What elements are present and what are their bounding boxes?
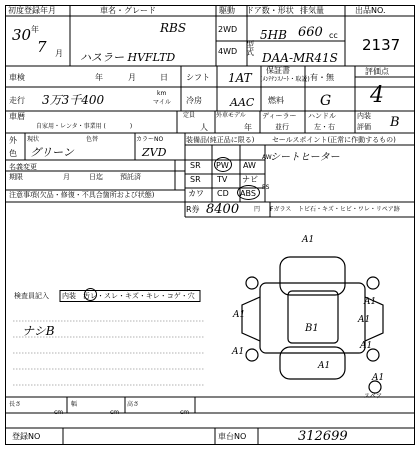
roof-outline bbox=[288, 291, 338, 343]
warranty-sub: (ﾒﾝﾃﾅﾝｽﾉｰﾄ・取説) bbox=[260, 76, 310, 83]
drive-label: 駆動 bbox=[219, 6, 235, 15]
registration-month: 7 bbox=[37, 38, 47, 56]
ac-label: 冷房 bbox=[186, 96, 202, 105]
equipment-title: 装備品(純正品に限る) bbox=[186, 136, 255, 144]
chassis-no-value: 312699 bbox=[298, 429, 348, 444]
month-unit: 月 bbox=[55, 49, 63, 58]
glass-inspection-items: トビ石・キズ・ヒビ・ワレ・リペア跡 bbox=[298, 206, 400, 213]
recycle-label: R券 bbox=[186, 205, 200, 214]
history-options: 自家用・レンタ・事業用 ( ) bbox=[36, 123, 133, 130]
history-label: 車暦 bbox=[9, 112, 25, 121]
fuel-label: 燃料 bbox=[268, 96, 284, 105]
spare-label: スペア bbox=[364, 393, 383, 400]
mileage-label: 走行 bbox=[9, 96, 25, 105]
yen-unit: 円 bbox=[254, 206, 261, 213]
inspector-options: 汚レ・スレ・キズ・キレ・コゲ・穴 bbox=[83, 292, 195, 300]
color-no-label: カラーNO bbox=[136, 136, 164, 143]
damage-mark-front: A1 bbox=[302, 235, 315, 245]
first-registration-label: 初度登録年月 bbox=[8, 6, 56, 15]
km-label: km bbox=[157, 90, 167, 97]
score-label: 評価点 bbox=[365, 67, 389, 76]
damage-mark-left-front: A1 bbox=[233, 310, 246, 320]
outer-color-label: 外 bbox=[9, 136, 17, 145]
shaken-day-unit: 日 bbox=[160, 73, 168, 82]
interior-sub: 評価 bbox=[357, 123, 371, 131]
drive-2wd: 2WD bbox=[218, 25, 238, 34]
current-color-label: 現状 bbox=[27, 136, 40, 143]
height-label: 高さ bbox=[127, 401, 140, 408]
damage-mark-rear: A1 bbox=[318, 361, 331, 371]
equip-ps: PS bbox=[262, 184, 270, 191]
length-label: 長さ bbox=[9, 401, 22, 408]
equip-tv: TV bbox=[217, 175, 228, 184]
front-left-wheel bbox=[246, 277, 258, 289]
equip-aw: AW bbox=[243, 161, 256, 170]
ext-model-label: 外車モデル bbox=[216, 112, 246, 119]
fuel-value: G bbox=[320, 93, 332, 109]
reg-no-label: 登録NO bbox=[12, 432, 41, 441]
shift-value: 1AT bbox=[228, 71, 252, 85]
name-grade-label: 車名・グレード bbox=[100, 6, 156, 15]
equip-pw: PW bbox=[216, 161, 229, 170]
interior-value: B bbox=[390, 115, 400, 130]
deposit-label: 預託済 bbox=[120, 173, 141, 181]
shaken-label: 車検 bbox=[9, 73, 25, 82]
equip-abs: ABS bbox=[240, 189, 256, 198]
sales-point-value: シートヒーター bbox=[270, 152, 340, 163]
damage-mark-right-mid: A1 bbox=[358, 315, 371, 325]
color-label: 色 bbox=[9, 149, 17, 158]
equip-cd: CD bbox=[217, 189, 229, 198]
shift-label: シフト bbox=[186, 73, 210, 82]
stain-circle bbox=[84, 288, 97, 301]
equip-sr: SR bbox=[190, 161, 201, 170]
type-value: DAA-MR41S bbox=[262, 51, 338, 65]
door-shape-value: 5HB bbox=[260, 28, 287, 42]
width-unit: cm bbox=[110, 409, 120, 416]
handle-label: ハンドル bbox=[308, 112, 336, 120]
dealer-label: ディーラー bbox=[262, 112, 297, 120]
glass-label: Fガラス bbox=[270, 206, 292, 213]
current-color-value: グリーン bbox=[30, 146, 74, 159]
registration-year: 30 bbox=[12, 26, 32, 44]
shaken-year-unit: 年 bbox=[95, 73, 103, 82]
year-unit: 年 bbox=[31, 25, 39, 34]
score-value: 4 bbox=[370, 83, 384, 108]
cc-unit: cc bbox=[329, 31, 338, 40]
lot-number: 2137 bbox=[362, 36, 401, 54]
inspector-note: ナシB bbox=[22, 324, 55, 338]
name-change-label: 名義変更 bbox=[9, 163, 37, 171]
ac-value: AAC bbox=[230, 96, 255, 109]
mile-label: マイル bbox=[153, 99, 171, 106]
handle-value: 左・右 bbox=[314, 123, 335, 131]
mileage-value: 3万3千400 bbox=[42, 93, 105, 107]
rear-outline bbox=[280, 347, 345, 379]
door-shape-label: ドア数・形状 bbox=[246, 6, 294, 15]
limit-label: 期限 bbox=[9, 173, 23, 181]
inspector-interior-label: 内装 bbox=[62, 292, 76, 300]
color-no-value: ZVD bbox=[142, 146, 167, 159]
grade-value: RBS bbox=[160, 21, 187, 35]
damage-mark-spare: A1 bbox=[372, 373, 385, 383]
front-hood-outline bbox=[280, 257, 345, 295]
sales-point-label: セールスポイント(正常に作動するもの) bbox=[272, 136, 396, 144]
type-label: 型式 bbox=[246, 40, 254, 57]
equip-aw-short: AW bbox=[262, 154, 272, 161]
color-change-label: 色替 bbox=[86, 136, 99, 143]
damage-mark-right-rear: A1 bbox=[360, 341, 373, 351]
height-unit: cm bbox=[180, 409, 190, 416]
capacity-label: 定員 bbox=[183, 112, 196, 119]
equip-leather: カワ bbox=[188, 189, 204, 198]
ext-model-year-unit: 年 bbox=[244, 123, 252, 132]
front-right-wheel bbox=[367, 277, 379, 289]
warranty-value: 有・無 bbox=[310, 73, 334, 82]
dealer-sub: 並行 bbox=[275, 123, 289, 131]
interior-label: 内装 bbox=[357, 112, 371, 120]
length-unit: cm bbox=[54, 409, 64, 416]
damage-mark-roof: B1 bbox=[305, 323, 319, 334]
lot-no-label: 出品NO. bbox=[355, 6, 386, 15]
recycle-value: 8400 bbox=[206, 202, 240, 217]
drive-4wd: 4WD bbox=[218, 47, 238, 56]
rear-left-wheel bbox=[246, 349, 258, 361]
damage-mark-left-rear: A1 bbox=[232, 347, 245, 357]
equip-navi: ナビ bbox=[242, 175, 258, 184]
chassis-no-label: 車台NO bbox=[218, 432, 247, 441]
caution-note-label: 注意事項(欠品・修復・不具合箇所および状態) bbox=[9, 191, 155, 199]
damage-mark-right-front: A1 bbox=[364, 297, 377, 307]
displacement-value: 660 bbox=[298, 25, 323, 40]
shaken-month-unit: 月 bbox=[128, 73, 136, 82]
width-label: 幅 bbox=[71, 401, 78, 408]
displacement-label: 排気量 bbox=[300, 6, 324, 15]
inspector-label: 検査員記入 bbox=[14, 292, 49, 300]
warranty-label: 保証書 bbox=[266, 66, 290, 75]
model-name-value: ハスラー HVFLTD bbox=[80, 51, 176, 64]
person-unit: 人 bbox=[200, 123, 208, 132]
limit-day-unit: 日迄 bbox=[89, 173, 103, 181]
equip-sr2: SR bbox=[190, 175, 201, 184]
limit-month-unit: 月 bbox=[63, 173, 70, 181]
